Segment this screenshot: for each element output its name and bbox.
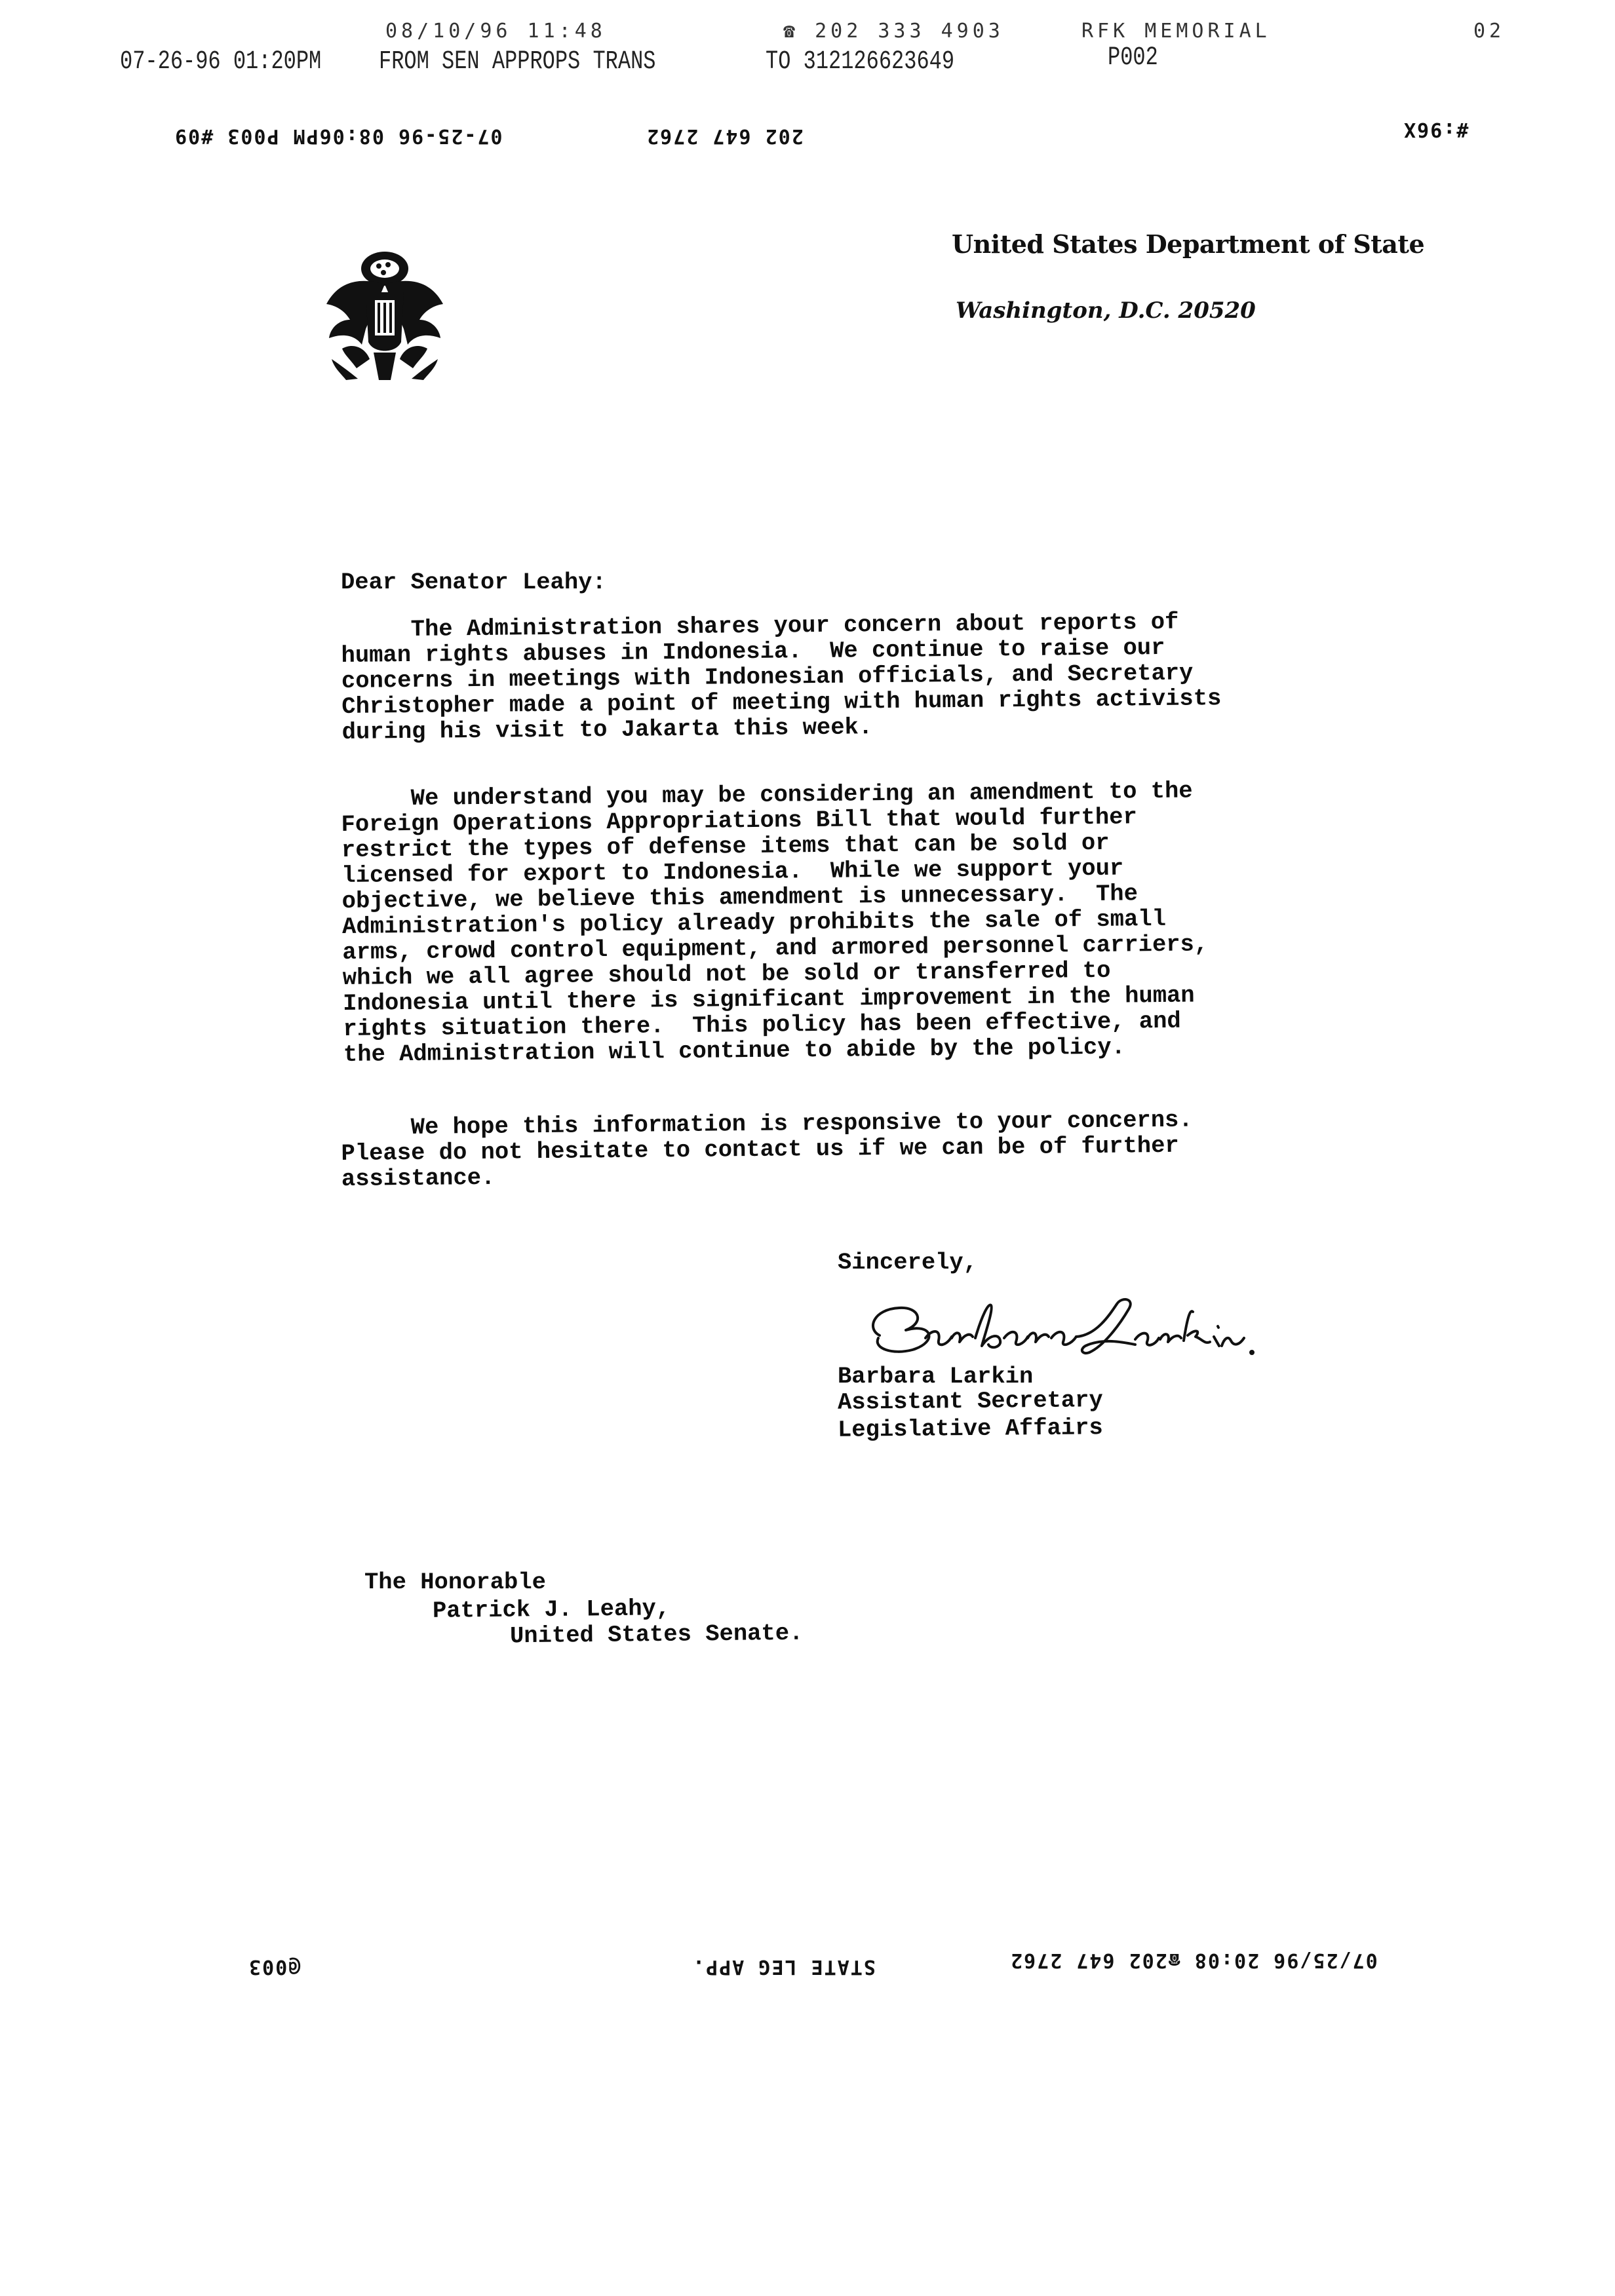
paragraph-line: Christopher made a point of meeting with human rights activists xyxy=(341,685,1222,720)
paragraph-line: Administration's policy already prohibits the sale of small xyxy=(341,905,1167,940)
department-seal-icon xyxy=(320,244,450,383)
letter-closing: Sincerely, xyxy=(838,1249,978,1276)
fax-header-inverted-left: 07-25-96 08:06PM P003 #09 xyxy=(174,124,503,147)
paragraph-line: licensed for export to Indonesia. While we support your xyxy=(341,854,1124,889)
paragraph-line: concerns in meetings with Indonesian officials, and Secretary xyxy=(341,659,1194,695)
fax-header-date-1: 08/10/96 11:48 xyxy=(385,20,606,43)
signer-title: Assistant Secretary xyxy=(837,1387,1103,1416)
fax-header-phone-1: ☎ 202 333 4903 xyxy=(783,20,1004,43)
letterhead-department: United States Department of State xyxy=(952,229,1425,259)
fax-header-inverted-mid: 202 647 2762 xyxy=(646,124,804,147)
letter-salutation: Dear Senator Leahy: xyxy=(341,569,606,596)
paragraph-line: We hope this information is responsive to your concerns. xyxy=(340,1106,1193,1141)
paragraph-line: rights situation there. This policy has been effective, and xyxy=(343,1007,1181,1043)
fax-header-date-2: 07-26-96 01:20PM xyxy=(120,47,322,77)
paragraph-line: assistance. xyxy=(341,1164,496,1193)
letter-paragraph-3 xyxy=(341,1105,1377,1192)
letter-paragraph-1 xyxy=(341,607,1378,745)
addressee-line-1: The Honorable xyxy=(364,1569,546,1596)
paragraph-line: human rights abuses in Indonesia. We continue to raise our xyxy=(341,634,1165,669)
fax-header-from-2: FROM SEN APPROPS TRANS xyxy=(379,47,656,77)
fax-footer-left: @003 xyxy=(248,1955,301,1978)
paragraph-line: which we all agree should not be sold or transferred to xyxy=(342,957,1111,991)
fax-footer-right: 07/25/96 20:08 ☎202 647 2762 xyxy=(1009,1949,1378,1972)
paragraph-line: restrict the types of defense items that can be sold or xyxy=(341,829,1110,864)
addressee-line-3: United States Senate. xyxy=(509,1619,804,1650)
addressee-line-2: Patrick J. Leahy, xyxy=(432,1595,671,1624)
paragraph-line: Foreign Operations Appropriations Bill that would further xyxy=(341,803,1138,838)
fax-header-page-1: 02 xyxy=(1473,20,1506,43)
paragraph-line: the Administration will continue to abide by the policy. xyxy=(343,1033,1126,1068)
handwritten-signature xyxy=(860,1290,1266,1368)
paragraph-line: The Administration shares your concern about reports of xyxy=(340,608,1179,643)
fax-header-sender-1: RFK MEMORIAL xyxy=(1081,20,1271,43)
paragraph-line: arms, crowd control equipment, and armored personnel carriers, xyxy=(342,930,1209,966)
letter-paragraph-2 xyxy=(341,776,1379,1067)
paragraph-line: Please do not hesitate to contact us if we can be of further xyxy=(341,1132,1179,1167)
signer-office: Legislative Affairs xyxy=(837,1414,1103,1444)
letterhead-city: Washington, D.C. 20520 xyxy=(956,297,1256,324)
paragraph-line: We understand you may be considering an amendment to the xyxy=(340,777,1193,813)
paragraph-line: Indonesia until there is significant improvement in the human xyxy=(342,982,1195,1017)
fax-header-to-2: TO 312126623649 xyxy=(766,47,955,77)
fax-header-inverted-right: #:96X xyxy=(1403,118,1469,141)
paragraph-line: objective, we believe this amendment is unnecessary. The xyxy=(341,880,1138,915)
fax-header-page-2: P002 xyxy=(1108,43,1158,73)
paragraph-line: during his visit to Jakarta this week. xyxy=(341,714,873,746)
signer-name: Barbara Larkin xyxy=(838,1363,1034,1390)
fax-footer-mid: STATE LEG APP. xyxy=(691,1955,876,1978)
